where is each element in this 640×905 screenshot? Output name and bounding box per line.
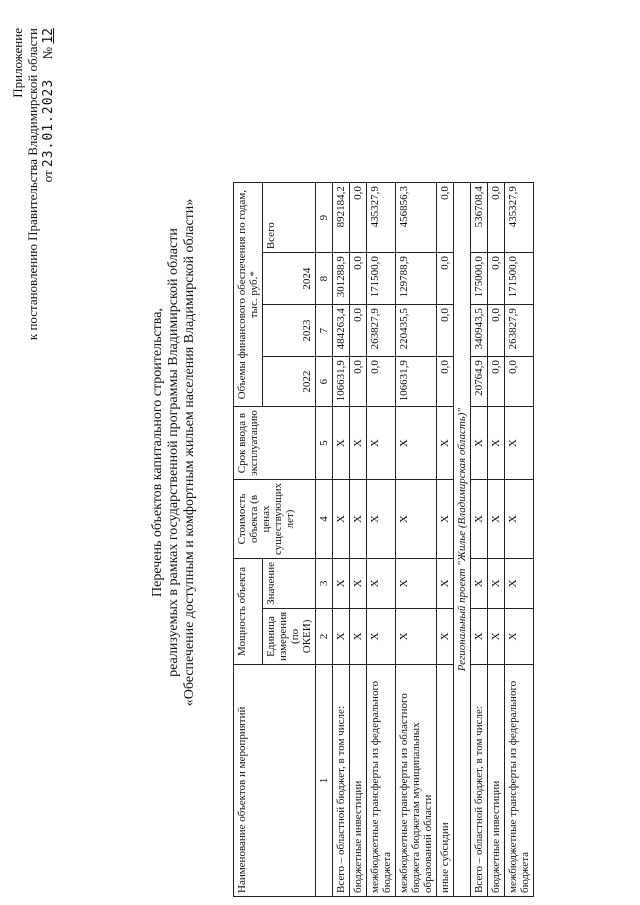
row-value-cell: Х [488, 608, 505, 664]
colnum: 9 [316, 183, 333, 253]
table-row [333, 183, 350, 897]
row-value-cell: 175000,0 [471, 253, 488, 305]
row-value-cell: Х [333, 608, 350, 664]
row-value-cell: 0,0 [488, 357, 505, 407]
row-value-cell: Х [333, 479, 350, 558]
row-name-cell: межбюджетные трансферты из федерального бюджета [505, 665, 534, 897]
row-value-cell: 0,0 [505, 357, 534, 407]
colnum: 1 [316, 665, 333, 897]
row-value-cell: 171500,0 [505, 253, 534, 305]
row-name-cell: Всего – областной бюджет, в том числе: [471, 665, 488, 897]
row-value-cell: 0,0 [488, 305, 505, 357]
row-value-cell: Х [333, 407, 350, 480]
row-value-cell: Х [396, 479, 437, 558]
header-term: Срок ввода в эксплуатацию [234, 407, 316, 480]
row-value-cell: 0,0 [437, 253, 454, 305]
row-value-cell: 263827,9 [367, 305, 396, 357]
colnum: 7 [316, 305, 333, 357]
row-value-cell: 456856,3 [396, 183, 437, 253]
row-value-cell: Х [505, 407, 534, 480]
row-value-cell: 0,0 [350, 253, 367, 305]
column-numbers-row [316, 183, 333, 897]
header-value: Значение [263, 558, 316, 608]
row-value-cell: Х [505, 479, 534, 558]
date-prefix: от [40, 170, 55, 183]
row-value-cell: 129788,9 [396, 253, 437, 305]
row-name-cell: Всего – областной бюджет, в том числе: [333, 665, 350, 897]
row-value-cell: Х [350, 479, 367, 558]
row-value-cell: Х [437, 608, 454, 664]
row-value-cell: 536708,4 [471, 183, 488, 253]
header-2022: 2022 [263, 357, 316, 407]
row-value-cell: 0,0 [437, 183, 454, 253]
table-row [488, 183, 505, 897]
row-value-cell: 20764,9 [471, 357, 488, 407]
row-value-cell: Х [471, 608, 488, 664]
appendix-date-line [40, 28, 56, 340]
row-value-cell: Х [350, 608, 367, 664]
header-total: Всего [263, 183, 316, 253]
colnum: 4 [316, 479, 333, 558]
row-value-cell: 301288,9 [333, 253, 350, 305]
row-value-cell: 435327,9 [505, 183, 534, 253]
colnum: 6 [316, 357, 333, 407]
section-title: Региональный проект "Жилье (Владимирская область)" [454, 183, 471, 897]
row-value-cell: Х [437, 479, 454, 558]
colnum: 2 [316, 608, 333, 664]
row-value-cell: 0,0 [488, 183, 505, 253]
title-line-2: реализуемых в рамках государственной программы Владимирской области [166, 228, 181, 677]
row-value-cell: 0,0 [350, 357, 367, 407]
row-value-cell: 484263,4 [333, 305, 350, 357]
row-value-cell: 435327,9 [367, 183, 396, 253]
row-value-cell: 106631,9 [396, 357, 437, 407]
decree-date: 23.01.2023 [41, 78, 56, 168]
row-value-cell: Х [488, 558, 505, 608]
appendix-title: Приложение [10, 28, 25, 98]
row-name-cell: бюджетные инвестиции [350, 665, 367, 897]
row-value-cell: Х [333, 558, 350, 608]
row-value-cell: Х [396, 608, 437, 664]
table-row [437, 183, 454, 897]
row-value-cell: Х [350, 407, 367, 480]
row-value-cell: Х [488, 407, 505, 480]
row-value-cell: Х [505, 558, 534, 608]
header-name: Наименование объектов и мероприятий [234, 665, 316, 897]
document-title [150, 0, 198, 905]
header-funding: Объемы финансового обеспечения по годам, тыс. руб.* [234, 183, 263, 407]
colnum: 3 [316, 558, 333, 608]
row-value-cell: Х [437, 558, 454, 608]
colnum: 8 [316, 253, 333, 305]
row-value-cell: Х [367, 407, 396, 480]
appendix-block [10, 28, 56, 340]
header-cost: Стоимость объекта (в ценах существующих лет) [234, 479, 316, 558]
row-value-cell: 0,0 [350, 305, 367, 357]
row-value-cell: 263827,9 [505, 305, 534, 357]
row-value-cell: Х [396, 558, 437, 608]
row-name-cell: иные субсидии [437, 665, 454, 897]
table-row [350, 183, 367, 897]
row-value-cell: Х [367, 558, 396, 608]
row-name-cell: межбюджетные трансферты из областного бюджета бюджетам муниципальных образований области [396, 665, 437, 897]
row-value-cell: Х [471, 479, 488, 558]
header-unit: Единица измерения (по ОКЕИ) [263, 608, 316, 664]
row-value-cell: Х [471, 407, 488, 480]
table-row [367, 183, 396, 897]
row-value-cell: Х [488, 479, 505, 558]
row-value-cell: Х [367, 608, 396, 664]
row-name-cell: межбюджетные трансферты из федерального бюджета [367, 665, 396, 897]
row-value-cell: 0,0 [367, 357, 396, 407]
row-value-cell: 0,0 [437, 357, 454, 407]
row-value-cell: Х [505, 608, 534, 664]
objects-table [233, 182, 534, 897]
number-prefix: № [40, 46, 55, 60]
title-line-1: Перечень объектов капитального строительства, [150, 308, 165, 597]
header-2023: 2023 [263, 305, 316, 357]
row-value-cell: 892184,2 [333, 183, 350, 253]
header-2024: 2024 [263, 253, 316, 305]
header-row-1 [234, 183, 263, 897]
row-value-cell: 0,0 [488, 253, 505, 305]
row-value-cell: 0,0 [350, 183, 367, 253]
row-value-cell: 0,0 [437, 305, 454, 357]
row-value-cell: Х [471, 558, 488, 608]
row-value-cell: Х [437, 407, 454, 480]
row-value-cell: 171500,0 [367, 253, 396, 305]
row-value-cell: 340943,5 [471, 305, 488, 357]
row-value-cell: 106631,9 [333, 357, 350, 407]
table-row [396, 183, 437, 897]
row-value-cell: 220435,5 [396, 305, 437, 357]
decree-number: 12 [41, 28, 56, 44]
row-name-cell: бюджетные инвестиции [488, 665, 505, 897]
table-row [505, 183, 534, 897]
row-value-cell: Х [396, 407, 437, 480]
appendix-reference: к постановлению Правительства Владимирской области [25, 28, 40, 341]
row-value-cell: Х [367, 479, 396, 558]
table-row [471, 183, 488, 897]
title-line-3: «Обеспечение доступным и комфортным жильем населения Владимирской области» [182, 198, 197, 707]
row-value-cell: Х [350, 558, 367, 608]
colnum: 5 [316, 407, 333, 480]
section-row [454, 183, 471, 897]
header-capacity: Мощность объекта [234, 558, 263, 664]
